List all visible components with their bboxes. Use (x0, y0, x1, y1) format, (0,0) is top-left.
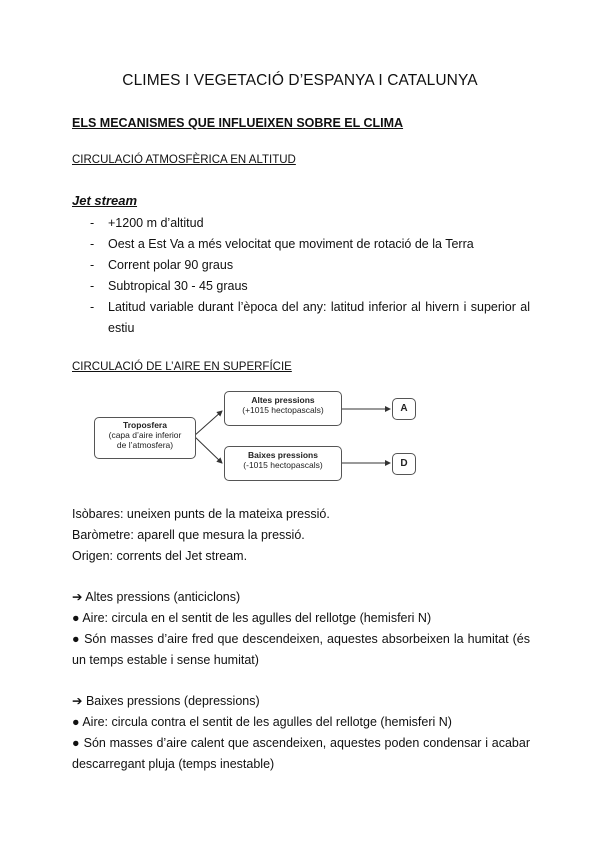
jet-stream-heading: Jet stream (72, 193, 138, 208)
list-item: - Latitud variable durant l’època del any: latitud inferior al hivern i superior al estiu (90, 300, 530, 335)
altes-item-aire: ● Aire: circula en el sentit de les agulles del rellotge (hemisferi N) (72, 611, 432, 625)
baixes-pressions-heading: ➔ Baixes pressions (depressions) (72, 694, 260, 708)
troposfera-box: Troposfera (capa d’aire inferior de l’atmosfera) (94, 417, 196, 459)
jet-stream-list (72, 213, 530, 339)
subsection-heading-superficie: CIRCULACIÓ DE L’AIRE EN SUPERFÍCIE (72, 361, 292, 373)
altes-pressions-box: Altes pressions (+1015 hectopascals) (224, 391, 342, 426)
arrow-to-baixes (194, 436, 222, 463)
label-d-box: D (392, 453, 416, 475)
document-title: CLIMES I VEGETACIÓ D’ESPANYA I CATALUNYA (122, 72, 478, 89)
subsection-heading-altitud: CIRCULACIÓ ATMOSFÈRICA EN ALTITUD (72, 154, 296, 166)
baixes-item-aire: ● Aire: circula contra el sentit de les agulles del rellotge (hemisferi N) (72, 715, 452, 729)
definition-isobares: Isòbares: uneixen punts de la mateixa pressió. (72, 507, 330, 521)
altes-item-masses: ● Són masses d’aire fred que descendeixen, aquestes absorbeixen la humitat (és un temps estable i sense humitat) (72, 632, 530, 667)
list-item: - +1200 m d’altitud (90, 216, 204, 230)
definition-barometre: Baròmetre: aparell que mesura la pressió. (72, 528, 305, 542)
list-item: - Corrent polar 90 graus (90, 258, 234, 272)
list-item: - Subtropical 30 - 45 graus (90, 279, 248, 293)
pressure-diagram (94, 387, 420, 483)
arrow-to-altes (194, 411, 222, 436)
label-a-box: A (392, 398, 416, 420)
list-item: - Oest a Est Va a més velocitat que moviment de rotació de la Terra (90, 237, 474, 251)
definition-origen: Origen: corrents del Jet stream. (72, 549, 248, 563)
altes-pressions-heading: ➔ Altes pressions (anticiclons) (72, 590, 241, 604)
baixes-item-masses: ● Són masses d’aire calent que ascendeixen, aquestes poden condensar i acabar descarregant pluja (temps inestable) (72, 736, 530, 771)
section-heading-mecanismes: ELS MECANISMES QUE INFLUEIXEN SOBRE EL CLIMA (72, 116, 404, 130)
baixes-pressions-box: Baixes pressions (-1015 hectopascals) (224, 446, 342, 481)
